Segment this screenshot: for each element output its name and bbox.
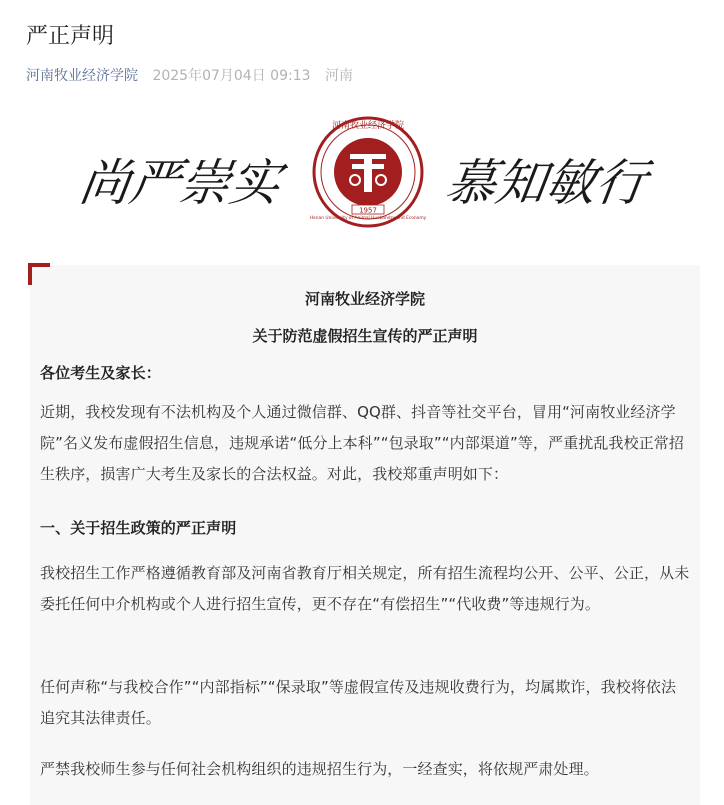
motto-banner-image bbox=[0, 112, 724, 262]
statement-paragraph-4: 严禁我校师生参与任何社会机构组织的违规招生行为，一经查实，将依规严肃处理。 bbox=[40, 760, 599, 778]
seal-year: 1957 bbox=[359, 206, 377, 215]
statement-paragraph-3: 任何声称“与我校合作”“内部指标”“保录取”等虚假宣传及违规收费行为，均属欺诈，我校将依法追究其法律责任。 bbox=[40, 678, 677, 727]
account-name-link[interactable]: 河南牧业经济学院 bbox=[26, 68, 138, 84]
motto-right: 慕知敏行 bbox=[441, 153, 651, 212]
university-seal-logo bbox=[310, 118, 427, 226]
seal-text-bottom: Henan University of Animal Husbandry and Economy bbox=[309, 216, 427, 221]
statement-title-line1: 河南牧业经济学院 bbox=[304, 290, 425, 308]
statement-paragraph-2: 我校招生工作严格遵循教育部及河南省教育厅相关规定，所有招生流程均公开、公平、公正，从未委托任何中介机构或个人进行招生宣传，更不存在“有偿招生”“代收费”等违规行为。 bbox=[40, 564, 690, 613]
statement-paragraph-1: 近期，我校发现有不法机构及个人通过微信群、QQ群、抖音等社交平台，冒用“河南牧业经济学院”名义发布虚假招生信息，违规承诺“低分上本科”“包录取”“内部渠道”等，严重扰乱我校正常招生秩序，损害广大考生及家长的合法权益。对此，我校郑重声明如下： bbox=[40, 403, 685, 483]
publish-time: 2025年07月04日 09:13 bbox=[152, 68, 311, 84]
section-heading-1: 一、关于招生政策的严正声明 bbox=[40, 519, 237, 537]
publish-location: 河南 bbox=[324, 68, 353, 84]
seal-text-top: 河南牧业经济学院 bbox=[331, 121, 405, 131]
statement-title-line2: 关于防范虚假招生宣传的严正声明 bbox=[252, 327, 478, 345]
corner-accent-mark bbox=[28, 263, 50, 285]
article-title: 严正声明 bbox=[26, 24, 115, 49]
motto-left: 尚严崇实 bbox=[75, 153, 285, 212]
article-meta bbox=[26, 66, 353, 86]
statement-greeting: 各位考生及家长： bbox=[40, 364, 161, 382]
